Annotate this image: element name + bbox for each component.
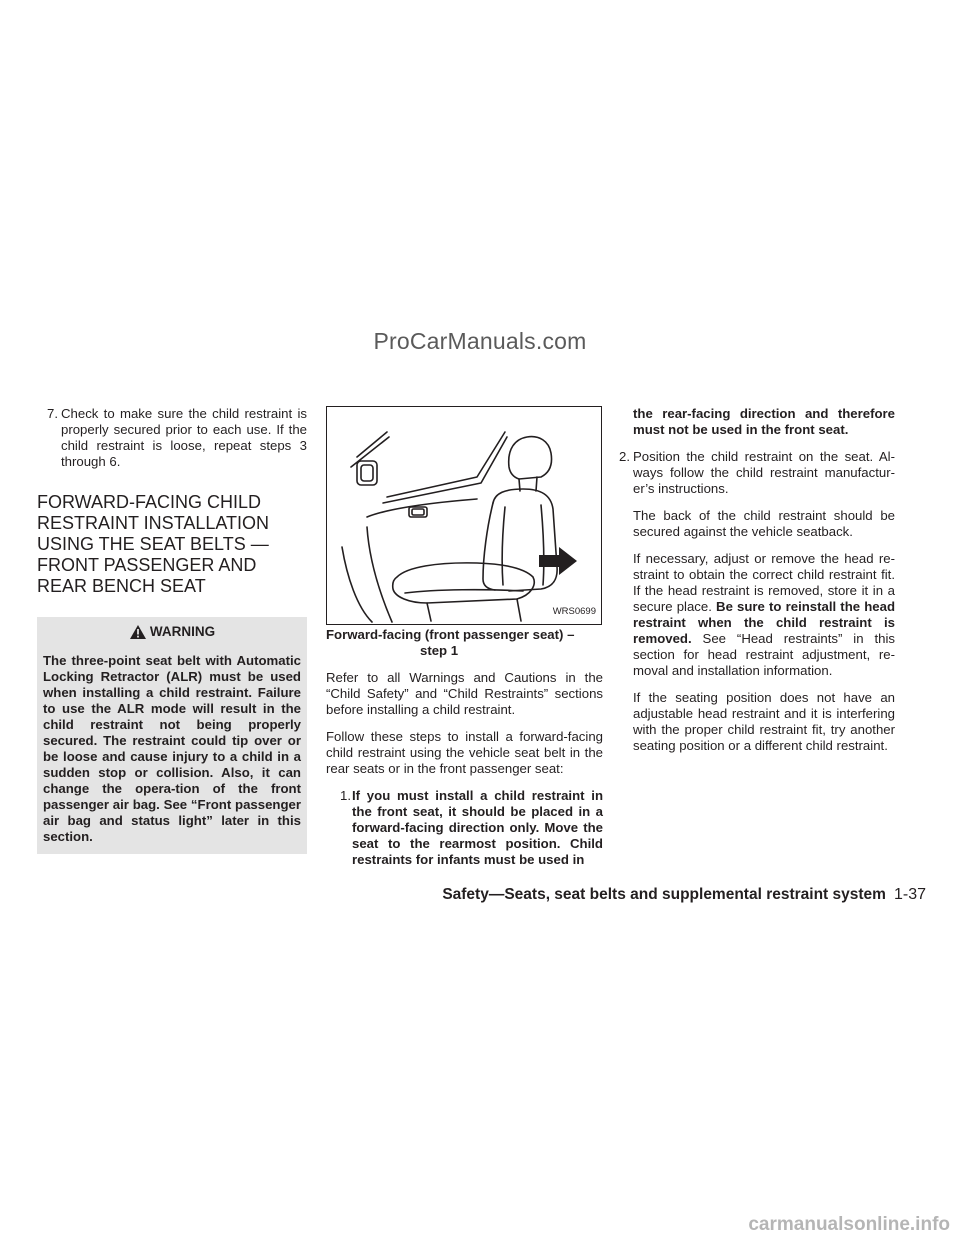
list-item-7 (37, 406, 307, 470)
item-number: 7. (47, 406, 58, 421)
step-number: 1. (340, 788, 351, 803)
page-number: 1-37 (893, 886, 926, 903)
warning-header (43, 620, 301, 644)
figure-caption (326, 627, 603, 659)
warning-title: WARNING (149, 624, 216, 639)
head-restraint-bold: Be sure to reinstall the head restraint when the child restraint is removed. (633, 599, 895, 646)
head-restraint-text: If necessary, adjust or remove the head re-straint to obtain the correct child restraint fit. If the head restraint is removed, store it in a secure place. (633, 551, 895, 614)
step-1 (326, 788, 603, 868)
item-text: Check to make sure the child restraint is properly secured prior to each use. If the child restraint is loose, repeat steps 3 through 6. (61, 406, 307, 469)
paragraph-head-restraint (619, 551, 895, 679)
paragraph-follow: Follow these steps to install a forward-facing child restraint using the vehicle seat belt in the rear seats or in the front passenger seat: (326, 729, 603, 776)
watermark-top: ProCarManuals.com (373, 328, 587, 354)
head-restraint-text-end: See “Head restraints” in this section for head restraint adjustment, re-moval and installation information. (633, 631, 895, 678)
page-footer (442, 886, 926, 904)
column-middle (326, 406, 603, 868)
forward-facing-seat-drawing (327, 407, 600, 623)
seat-illustration (326, 406, 602, 625)
step-text: Position the child restraint on the seat. Al-ways follow the child restraint manufactur-er’s instructions. (633, 449, 895, 496)
column-right (619, 406, 895, 754)
column-left (37, 406, 307, 854)
warning-text: The three-point seat belt with Automatic Locking Retractor (ALR) must be used when installing a child restraint. Failure to use the ALR mode will result in the child restraint not being properly secured. The restraint could tip over or be loose and cause injury to a child in a sudden stop or collision. Also, it can change the opera-tion of the front passenger air bag. See “Front passenger air bag and status light” later in this section. (43, 653, 301, 844)
paragraph-back: The back of the child restraint should be secured against the vehicle seatback. (633, 508, 895, 539)
step-2 (619, 449, 895, 497)
step-number: 2. (619, 449, 630, 464)
caption-line-2: step 1 (420, 643, 459, 658)
paragraph-seating: If the seating position does not have an adjustable head restraint and it is interfering with the proper child restraint fit, try another seating position or a different child restraint. (633, 690, 895, 753)
warning-triangle-icon (129, 624, 147, 640)
paragraph-refer: Refer to all Warnings and Cautions in the “Child Safety” and “Child Restraints” sections before installing a child restraint. (326, 670, 603, 717)
footer-title: Safety—Seats, seat belts and supplemental restraint system (442, 886, 886, 903)
section-heading: FORWARD-FACING CHILD RESTRAINT INSTALLATION USING THE SEAT BELTS — FRONT PASSENGER AND REAR BENCH SEAT (37, 492, 270, 596)
watermark-bottom: carmanualsonline.info (748, 1214, 950, 1235)
figure-code: WRS0699 (552, 606, 596, 617)
step-text: If you must install a child restraint in the front seat, it should be placed in a forward-facing direction only. Move the seat to the rearmost position. Child restraints for infants must be used in (352, 788, 603, 867)
warning-box (37, 617, 307, 854)
caption-line-1: Forward-facing (front passenger seat) – (326, 627, 575, 642)
step-1-continued: the rear-facing direction and therefore must not be used in the front seat. (633, 406, 895, 437)
